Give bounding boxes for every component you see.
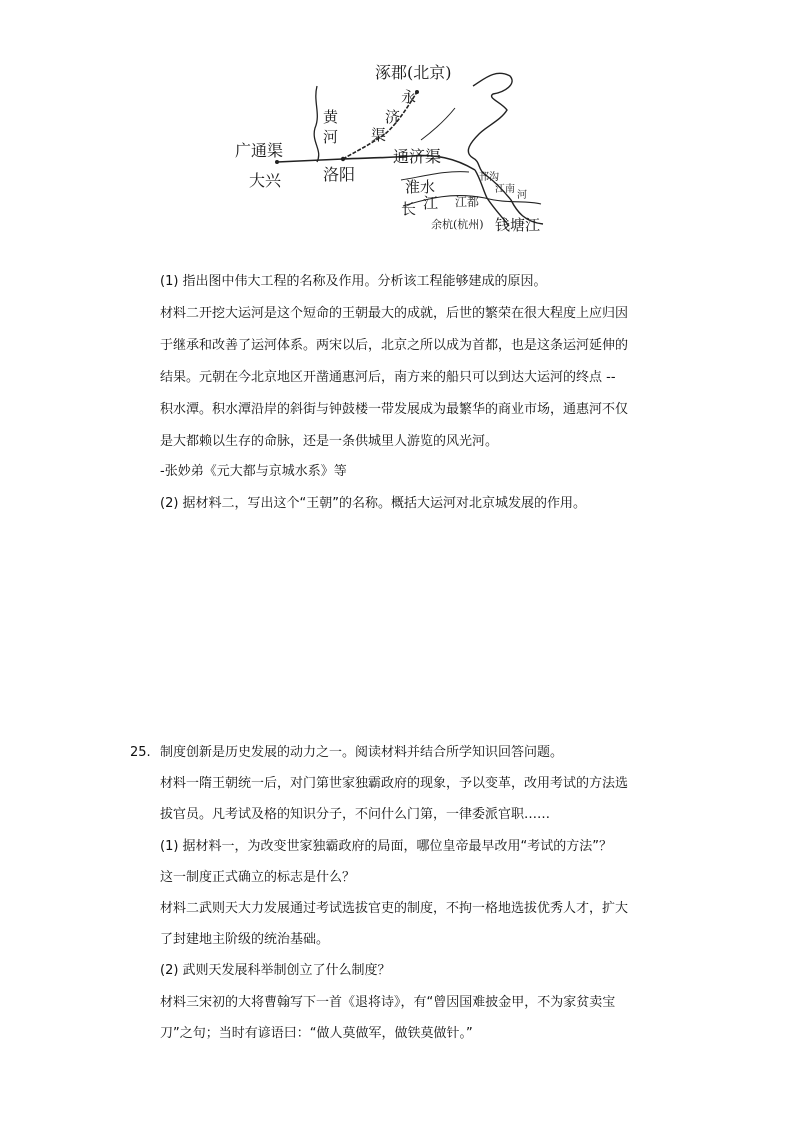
q25-number: 25. [130, 745, 151, 760]
q25-material2-line: 了封建地主阶级的统治基础。 [160, 932, 330, 947]
q25-material1-line: 材料一隋王朝统一后，对门第世家独霸政府的现象，予以变革，改用考试的方法选 [160, 776, 629, 791]
q24-source: -张妙弟《元大都与京城水系》等 [160, 464, 347, 479]
q25-material1-line: 拔官员。凡考试及格的知识分子，不问什么门第，一律委派官职…… [160, 807, 551, 822]
label-jiangnanhe-1: 江南 [495, 184, 515, 195]
label-tongjiqu: 通济渠 [393, 147, 442, 166]
q24-material2-line: 于继承和改善了运河体系。两宋以后，北京之所以成为首都，也是这条运河延伸的 [160, 338, 629, 353]
daxing-dot [275, 160, 279, 164]
label-changjiang-2: 江 [423, 194, 439, 212]
q25-material3-line: 刀”之句；当时有谚语曰：“做人莫做军，做铁莫做针。” [160, 1026, 473, 1041]
q24-material2-line: 材料二开挖大运河是这个短命的王朝最大的成就，后世的繁荣在很大程度上应归因 [160, 306, 629, 321]
label-huanghe-2: 河 [323, 128, 339, 146]
label-jiangdu: 江都 [455, 195, 480, 209]
label-daxing: 大兴 [249, 171, 282, 190]
label-huaishui: 淮水 [405, 178, 436, 196]
q25-material3-line: 材料三宋初的大将曹翰写下一首《退将诗》，有“曾因国难披金甲，不为家贫卖宝 [160, 995, 616, 1010]
label-hangou: 邗沟 [479, 172, 499, 183]
q24-material2-line: 是大都赖以生存的命脉，还是一条供城里人游览的风光河。 [160, 434, 499, 449]
label-luoyang: 洛阳 [323, 165, 356, 184]
canal-main-line [277, 156, 475, 170]
luoyang-dot [341, 157, 345, 161]
q24-material2-line: 积水潭。积水潭沿岸的斜街与钟鼓楼一带发展成为最繁华的商业市场，通惠河不仅 [160, 402, 629, 417]
q24-subquestion-1: (1) 指出图中伟大工程的名称及作用。分析该工程能够建成的原因。 [160, 274, 547, 289]
q25-subquestion-2: (2) 武则天发展科举制创立了什么制度？ [160, 963, 391, 978]
q25-stem: 制度创新是历史发展的动力之一。阅读材料并结合所学知识回答问题。 [160, 745, 564, 760]
label-yuhang: 余杭(杭州) [431, 218, 484, 231]
label-changjiang-1: 长 [401, 200, 417, 218]
q25-subquestion-1-line: (1) 据材料一，为改变世家独霸政府的局面，哪位皇帝最早改用“考试的方法”？ [160, 839, 613, 854]
yellow-river [314, 86, 319, 162]
label-yongjiqu-3: 渠 [371, 126, 387, 144]
q25-material2-line: 材料二武则天大力发展通过考试选拔官吏的制度，不拘一格地选拔优秀人才，扩大 [160, 901, 629, 916]
label-zhuojun: 涿郡(北京) [375, 63, 452, 82]
q24-subquestion-2: (2) 据材料二，写出这个“王朝”的名称。概括大运河对北京城发展的作用。 [160, 496, 587, 511]
label-yongjiqu-2: 济 [385, 108, 401, 126]
label-guangtongqu: 广通渠 [235, 141, 284, 160]
label-jiangnanhe-2: 河 [517, 190, 527, 201]
label-yongjiqu-1: 永 [401, 88, 417, 106]
label-qiantangjiang: 钱塘江 [495, 216, 541, 234]
grand-canal-map [225, 58, 565, 240]
q25-subquestion-1-line: 这一制度正式确立的标志是什么？ [160, 870, 356, 885]
q24-material2-line: 结果。元朝在今北京地区开凿通惠河后，南方来的船只可以到达大运河的终点 -- [160, 370, 616, 385]
label-huanghe-1: 黄 [323, 108, 339, 126]
